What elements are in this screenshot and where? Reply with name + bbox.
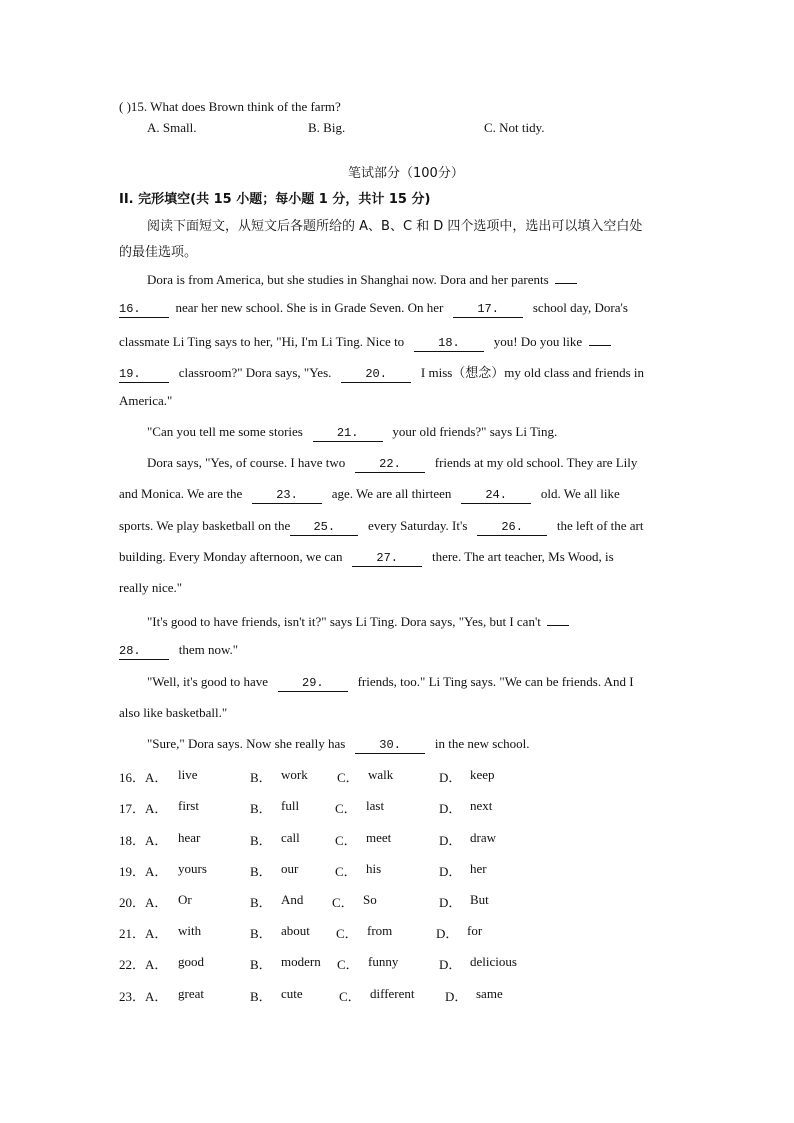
blank-26: 26. — [477, 521, 547, 536]
blank-underline — [547, 611, 569, 626]
passage-line: America." — [119, 393, 173, 408]
option-a: first — [178, 798, 199, 813]
option-d: But — [470, 892, 489, 907]
question-15-option-b: B. Big. — [308, 120, 346, 135]
option-b: modern — [281, 954, 321, 969]
option-b-label: B． — [250, 989, 272, 1004]
question-15-option-c: C. Not tidy. — [484, 120, 545, 135]
passage-line: 16. near her new school. She is in Grade Seven. On her 17. school day, Dora's — [119, 300, 628, 316]
option-c-label: C． — [337, 770, 359, 785]
blank-24: 24. — [461, 489, 531, 504]
passage-line: 28. them now." — [119, 642, 239, 658]
option-number: 23．A． — [119, 989, 168, 1004]
passage-line: Dora is from America, but she studies in Shanghai now. Dora and her parents — [147, 269, 577, 288]
blank-22: 22. — [355, 458, 425, 473]
option-b: cute — [281, 986, 303, 1001]
blank-27: 27. — [352, 552, 422, 567]
option-number: 17．A． — [119, 801, 168, 816]
option-a: live — [178, 767, 198, 782]
option-d-label: D． — [445, 989, 468, 1004]
blank-underline — [589, 331, 611, 346]
option-c: from — [367, 923, 393, 938]
option-a: with — [178, 923, 202, 938]
passage-line: building. Every Monday afternoon, we can 27. there. The art teacher, Ms Wood, is — [119, 549, 614, 565]
option-c-label: C． — [335, 864, 357, 879]
passage-line: really nice." — [119, 580, 183, 595]
option-d-label: D． — [439, 864, 462, 879]
blank-20: 20. — [341, 368, 411, 383]
option-d: keep — [470, 767, 495, 782]
section-title: 笔试部分（100分） — [348, 166, 464, 181]
passage-line: "It's good to have friends, isn't it?" says Li Ting. Dora says, "Yes, but I can't — [147, 611, 569, 630]
passage-line: sports. We play basketball on the 25. every Saturday. It's 26. the left of the art — [119, 518, 644, 534]
option-number: 20．A． — [119, 895, 168, 910]
option-c-label: C． — [336, 926, 358, 941]
option-number: 19．A． — [119, 864, 168, 879]
option-c-label: C． — [332, 895, 354, 910]
option-c-label: C． — [339, 989, 361, 1004]
option-b-label: B． — [250, 864, 272, 879]
option-c: last — [366, 798, 385, 813]
passage-line: 19. classroom?" Dora says, "Yes. 20. I miss（想念）my old class and friends in — [119, 365, 645, 381]
option-c: different — [370, 986, 415, 1001]
option-b: about — [281, 923, 310, 938]
option-number: 22．A． — [119, 957, 168, 972]
passage-line: classmate Li Ting says to her, "Hi, I'm Li Ting. Nice to 18. you! Do you like — [119, 331, 611, 352]
option-b-label: B． — [250, 926, 272, 941]
option-b: work — [281, 767, 308, 782]
option-d: for — [467, 923, 483, 938]
option-b: call — [281, 830, 300, 845]
option-d-label: D． — [439, 957, 462, 972]
option-d: draw — [470, 830, 496, 845]
option-c-label: C． — [335, 801, 357, 816]
option-d: delicious — [470, 954, 517, 969]
option-number: 21．A． — [119, 926, 168, 941]
blank-25: 25. — [290, 521, 358, 536]
blank-28: 28. — [119, 645, 169, 660]
passage-line: Dora says, "Yes, of course. I have two 22. friends at my old school. They are Lily — [147, 455, 638, 471]
option-c: funny — [368, 954, 399, 969]
option-c: meet — [366, 830, 392, 845]
option-c-label: C． — [335, 833, 357, 848]
blank-21: 21. — [313, 427, 383, 442]
option-a: great — [178, 986, 204, 1001]
passage-line: also like basketball." — [119, 705, 228, 720]
blank-30: 30. — [355, 739, 425, 754]
option-d-label: D． — [439, 895, 462, 910]
option-c: his — [366, 861, 382, 876]
option-d-label: D． — [436, 926, 459, 941]
option-d: same — [476, 986, 503, 1001]
option-b-label: B． — [250, 895, 272, 910]
option-a: good — [178, 954, 204, 969]
option-a: hear — [178, 830, 201, 845]
blank-18: 18. — [414, 337, 484, 352]
option-b: And — [281, 892, 304, 907]
option-number: 16．A． — [119, 770, 168, 785]
option-d-label: D． — [439, 801, 462, 816]
passage-line: "Can you tell me some stories 21. your old friends?" says Li Ting. — [147, 424, 558, 440]
blank-17: 17. — [453, 303, 523, 318]
option-b-label: B． — [250, 801, 272, 816]
option-c: walk — [368, 767, 394, 782]
instruction-line-2: 的最佳选项。 — [119, 245, 198, 260]
option-b-label: B． — [250, 833, 272, 848]
blank-19: 19. — [119, 368, 169, 383]
question-15-option-a: A. Small. — [147, 120, 197, 135]
question-15-stem: ( )15. What does Brown think of the farm? — [119, 99, 341, 114]
option-b: full — [281, 798, 300, 813]
option-c: So — [363, 892, 377, 907]
option-c-label: C． — [337, 957, 359, 972]
instruction-line-1: 阅读下面短文，从短文后各题所给的 A、B、C 和 D 四个选项中，选出可以填入空白处 — [147, 219, 643, 234]
option-d-label: D． — [439, 770, 462, 785]
option-a: yours — [178, 861, 207, 876]
passage-line: "Sure," Dora says. Now she really has 30. in the new school. — [147, 736, 530, 752]
passage-line: "Well, it's good to have 29. friends, too." Li Ting says. "We can be friends. And I — [147, 674, 634, 690]
passage-line: and Monica. We are the 23. age. We are all thirteen 24. old. We all like — [119, 486, 620, 502]
option-a: Or — [178, 892, 192, 907]
option-d-label: D． — [439, 833, 462, 848]
blank-16: 16. — [119, 303, 169, 318]
blank-23: 23. — [252, 489, 322, 504]
option-b-label: B． — [250, 770, 272, 785]
option-b-label: B． — [250, 957, 272, 972]
option-d: next — [470, 798, 493, 813]
option-b: our — [281, 861, 299, 876]
blank-underline — [555, 269, 577, 284]
blank-29: 29. — [278, 677, 348, 692]
option-d: her — [470, 861, 487, 876]
part-heading: II. 完形填空(共 15 小题；每小题 1 分，共计 15 分) — [119, 192, 431, 207]
option-number: 18．A． — [119, 833, 168, 848]
